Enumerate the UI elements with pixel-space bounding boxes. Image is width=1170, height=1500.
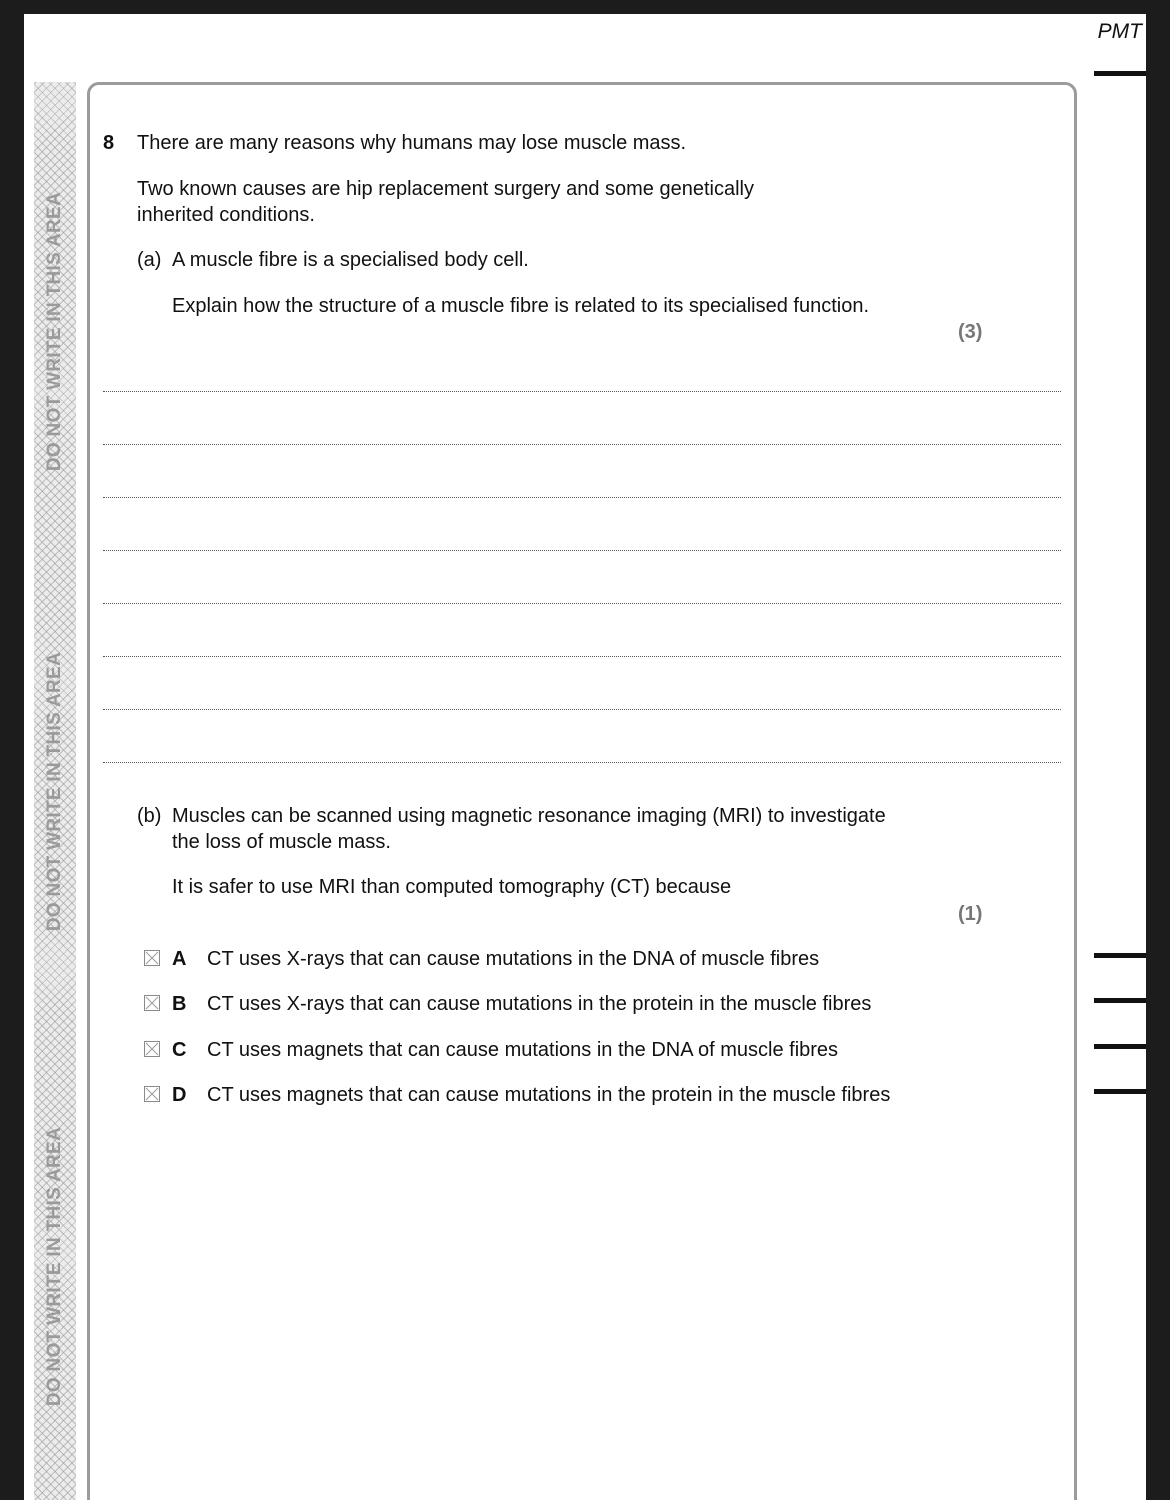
right-margin-tick	[1094, 1044, 1146, 1049]
option-c-letter: C	[172, 1039, 187, 1061]
checkbox-cross-icon	[145, 951, 159, 965]
right-margin-tick	[1094, 998, 1146, 1003]
checkbox-cross-icon	[145, 996, 159, 1010]
part-b-text	[172, 803, 886, 855]
part-b-marks: (1)	[958, 903, 983, 925]
answer-line[interactable]	[103, 656, 1061, 657]
part-b-line-1: Muscles can be scanned using magnetic resonance imaging (MRI) to investigate	[172, 805, 886, 827]
checkbox-cross-icon	[145, 1087, 159, 1101]
question-number: 8	[103, 132, 115, 154]
answer-line[interactable]	[103, 550, 1061, 551]
option-a-checkbox[interactable]	[144, 950, 160, 966]
margin-warning-label: DO NOT WRITE IN THIS AREA	[44, 192, 65, 472]
option-b-checkbox[interactable]	[144, 995, 160, 1011]
question-intro: There are many reasons why humans may lose muscle mass.	[137, 132, 687, 154]
answer-line[interactable]	[103, 497, 1061, 498]
option-d-checkbox[interactable]	[144, 1086, 160, 1102]
option-d-text: CT uses magnets that can cause mutations in the protein in the muscle fibres	[207, 1084, 891, 1106]
option-a-letter: A	[172, 948, 187, 970]
option-c-checkbox[interactable]	[144, 1041, 160, 1057]
checkbox-cross-icon	[145, 1042, 159, 1056]
option-b-letter: B	[172, 993, 187, 1015]
part-a-marks: (3)	[958, 321, 983, 343]
pmt-brand: PMT	[1097, 20, 1142, 43]
answer-line[interactable]	[103, 444, 1061, 445]
causes-line-2: inherited conditions.	[137, 204, 315, 226]
right-margin-tick	[1094, 71, 1146, 76]
margin-warning-label: DO NOT WRITE IN THIS AREA	[44, 1127, 65, 1407]
exam-page	[24, 14, 1146, 1500]
margin-warning-label: DO NOT WRITE IN THIS AREA	[44, 652, 65, 932]
option-d-letter: D	[172, 1084, 187, 1106]
answer-line[interactable]	[103, 762, 1061, 763]
question-causes	[137, 176, 754, 228]
answer-line[interactable]	[103, 603, 1061, 604]
part-b-stem: It is safer to use MRI than computed tomography (CT) because	[172, 876, 732, 898]
do-not-write-margin	[34, 82, 76, 1500]
part-b-label: (b)	[137, 805, 162, 827]
right-margin-tick	[1094, 953, 1146, 958]
option-a-text: CT uses X-rays that can cause mutations in the DNA of muscle fibres	[207, 948, 820, 970]
answer-line[interactable]	[103, 391, 1061, 392]
part-a-instruction: Explain how the structure of a muscle fibre is related to its specialised function.	[172, 295, 870, 317]
option-c-text: CT uses magnets that can cause mutations in the DNA of muscle fibres	[207, 1039, 839, 1061]
part-a-label: (a)	[137, 249, 162, 271]
answer-line[interactable]	[103, 709, 1061, 710]
option-b-text: CT uses X-rays that can cause mutations in the protein in the muscle fibres	[207, 993, 872, 1015]
part-b-line-2: the loss of muscle mass.	[172, 831, 391, 853]
right-margin-tick	[1094, 1089, 1146, 1094]
causes-line-1: Two known causes are hip replacement surgery and some genetically	[137, 178, 754, 200]
part-a-statement: A muscle fibre is a specialised body cell.	[172, 249, 529, 271]
